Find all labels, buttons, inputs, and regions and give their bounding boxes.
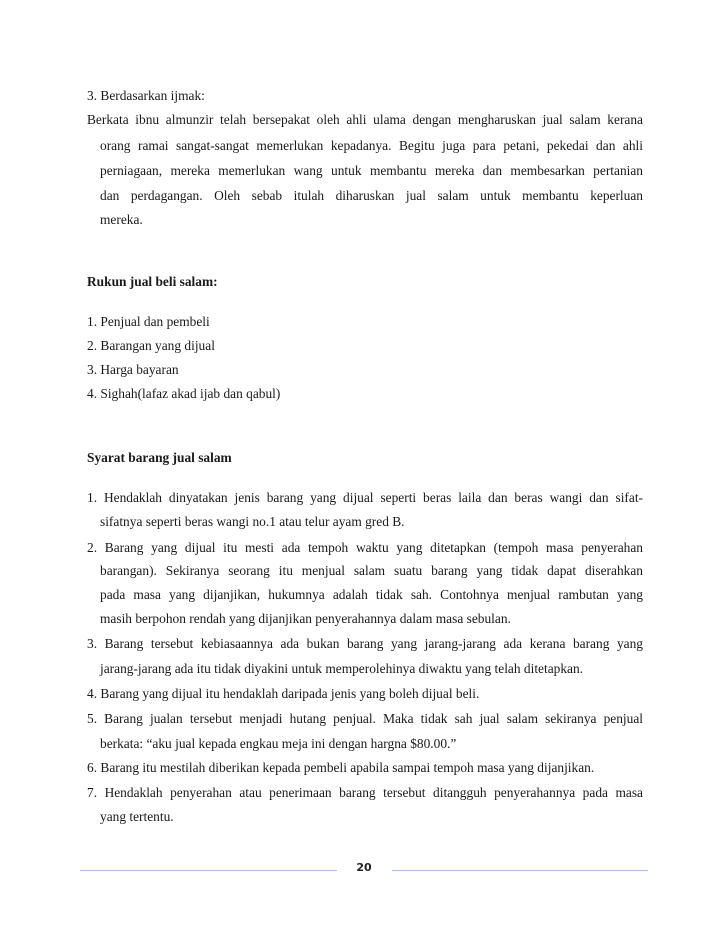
list-item-line: 5. Barang jualan tersebut menjadi hutang penjual. Maka tidak sah jual salam sekiranya penjual [87, 711, 643, 726]
page-number: 20 [356, 861, 372, 874]
section-heading-rukun: Rukun jual beli salam: [87, 274, 218, 289]
paragraph-line: orang ramai sangat-sangat memerlukan kepadanya. Begitu juga para petani, pekedai dan ahli [100, 138, 643, 153]
section-heading-syarat: Syarat barang jual salam [87, 450, 232, 465]
list-item-line: berkata: “aku jual kepada engkau meja ini dengan hargna $80.00.” [100, 736, 457, 751]
list-item-line: 1. Hendaklah dinyatakan jenis barang yang dijual seperti beras laila dan beras wangi dan sifat- [87, 490, 643, 505]
list-item-line: pada masa yang dijanjikan, hukumnya adalah tidak sah. Contohnya menjual rambutan yang [100, 587, 643, 602]
list-item: 3. Harga bayaran [87, 362, 179, 377]
list-item-line: jarang-jarang ada itu tidak diyakini untuk memperolehinya diwaktu yang telah ditetapkan. [100, 661, 584, 676]
list-item-line: sifatnya seperti beras wangi no.1 atau telur ayam gred B. [100, 514, 405, 529]
footer-rule-left [80, 870, 337, 871]
paragraph-line: dan perdagangan. Oleh sebab itulah diharuskan jual salam untuk membantu keperluan [100, 188, 643, 203]
list-item-line: yang tertentu. [100, 809, 174, 824]
paragraph-line: mereka. [100, 212, 143, 227]
list-item: 2. Barangan yang dijual [87, 338, 215, 353]
list-item-line: 3. Barang tersebut kebiasaannya ada bukan barang yang jarang-jarang ada kerana barang yang [87, 636, 643, 651]
list-item-line: 6. Barang itu mestilah diberikan kepada pembeli apabila sampai tempoh masa yang dijanjikan. [87, 760, 595, 775]
list-item-line: 2. Barang yang dijual itu mesti ada tempoh waktu yang ditetapkan (tempoh masa penyerahan [87, 540, 643, 555]
footer-rule-right [392, 870, 648, 871]
paragraph-line: Berkata ibnu almunzir telah bersepakat oleh ahli ulama dengan mengharuskan jual salam kerana [87, 112, 643, 127]
paragraph-line: perniagaan, mereka memerlukan wang untuk membantu mereka dan membesarkan pertanian [100, 163, 643, 178]
list-item-line: barangan). Sekiranya seorang itu menjual salam suatu barang yang tidak dapat diserahkan [100, 563, 643, 578]
list-item-line: 4. Barang yang dijual itu hendaklah daripada jenis yang boleh dijual beli. [87, 686, 480, 701]
list-item: 4. Sighah(lafaz akad ijab dan qabul) [87, 386, 281, 401]
list-item-line: masih berpohon rendah yang dijanjikan penyerahannya dalam masa sebulan. [100, 611, 511, 626]
list-item-ijmak: 3. Berdasarkan ijmak: [87, 88, 205, 103]
list-item: 1. Penjual dan pembeli [87, 314, 210, 329]
list-item-line: 7. Hendaklah penyerahan atau penerimaan barang tersebut ditangguh penyerahannya pada masa [87, 785, 643, 800]
